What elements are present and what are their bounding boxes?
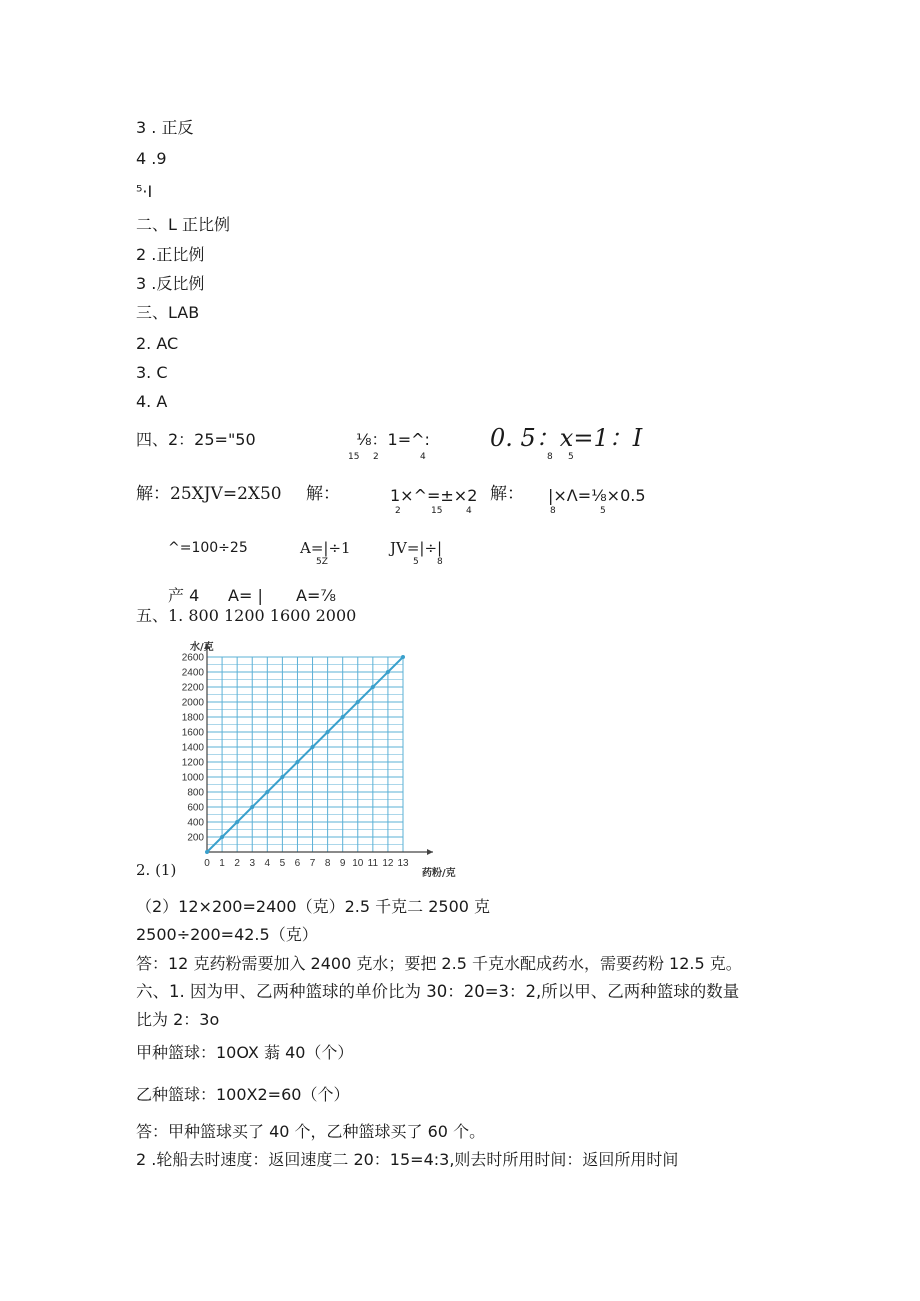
data-point (265, 790, 269, 794)
section-5-line-5: 答：12 克药粉需要加入 2400 克水；要把 2.5 千克水配成药水，需要药粉 12.5 克。 (136, 954, 742, 973)
step2-c-sub-1: 5 (413, 557, 419, 567)
section-6-line-2: 比为 2：3o (136, 1010, 220, 1029)
y-tick-label: 200 (187, 832, 204, 844)
x-axis-label: 药粉/克 (422, 868, 456, 879)
data-point (401, 655, 405, 659)
section-6-line-1: 六、1. 因为甲、乙两种篮球的单价比为 30：20=3：2,所以甲、乙两种篮球的数量 (136, 982, 740, 1001)
solution-b: 1×^=±×2 (390, 486, 478, 505)
step2-c: JV=|÷| (390, 539, 443, 557)
x-tick-label: 10 (352, 858, 364, 869)
solution-c-sub-1: 8 (550, 506, 556, 516)
solution-c: |×Λ=⅛×0.5 (548, 486, 646, 505)
water-powder-chart (172, 636, 472, 884)
y-tick-label: 400 (187, 817, 204, 829)
y-tick-label: 1800 (181, 712, 204, 724)
section-5-line-1: 五、1. 800 1200 1600 2000 (136, 606, 357, 625)
data-point (341, 715, 345, 719)
data-point (220, 835, 224, 839)
step2-b: A=|÷1 (300, 539, 351, 557)
section-2-line-2: 2 .正比例 (136, 245, 205, 264)
x-tick-label: 8 (324, 858, 331, 869)
y-tick-label: 1200 (181, 757, 204, 769)
y-axis-label: 水/克 (190, 642, 214, 653)
eq-b-sub-2: 2 (373, 452, 379, 462)
section-5-line-3: （2）12×200=2400（克）2.5 千克二 2500 克 (136, 897, 491, 916)
eq-c: 0. 5：x=1：I (490, 424, 643, 452)
solution-b-label: 解： (306, 484, 340, 504)
answer-line-5: ⁵·I (136, 182, 153, 201)
eq-b-sub-1: 15 (348, 452, 360, 462)
section-5-line-2: 2. (1) (136, 861, 177, 879)
step3-a: 产 4 (168, 586, 200, 605)
section-6-line-3: 甲种篮球：10OX 蓊 40（个） (136, 1043, 354, 1062)
section-6-line-4: 乙种篮球：100X2=60（个） (136, 1085, 350, 1104)
data-point (326, 730, 330, 734)
eq-a: 四、2：25="50 (136, 430, 256, 449)
solution-c-sub-2: 5 (600, 506, 606, 516)
data-point (386, 670, 390, 674)
answer-line-4: 4 .9 (136, 149, 167, 168)
data-point (250, 805, 254, 809)
section-3-line-2: 2. AC (136, 334, 179, 353)
section-5-line-4: 2500÷200=42.5（克） (136, 925, 318, 944)
solution-c-label: 解： (490, 484, 524, 504)
x-tick-label: 5 (279, 858, 286, 869)
x-tick-label: 1 (219, 858, 225, 869)
data-point (371, 685, 375, 689)
solution-a: 解：25XJV=2X50 (136, 484, 282, 504)
x-axis-arrow (427, 849, 433, 855)
solution-b-sub-2: 15 (431, 506, 443, 516)
x-tick-label: 11 (367, 858, 379, 869)
x-tick-label: 7 (309, 858, 316, 869)
section-6-line-5: 答：甲种篮球买了 40 个，乙种篮球买了 60 个。 (136, 1122, 486, 1141)
y-tick-label: 1000 (181, 772, 204, 784)
x-tick-label: 2 (234, 858, 240, 869)
section-3-line-4: 4. A (136, 392, 168, 411)
section-2-line-3: 3 .反比例 (136, 274, 205, 293)
step3-c: A=⅞ (296, 586, 336, 605)
x-tick-label: 4 (264, 858, 271, 869)
data-point (280, 775, 284, 779)
x-tick-label: 13 (397, 858, 409, 869)
x-tick-label: 3 (249, 858, 256, 869)
section-6-line-6: 2 .轮船去时速度：返回速度二 20：15=4:3,则去时所用时间：返回所用时间 (136, 1150, 679, 1169)
eq-c-sub-2: 5 (568, 452, 574, 462)
x-tick-label: 6 (294, 858, 301, 869)
eq-b: ⅛：1=^: (356, 430, 430, 449)
data-point (311, 745, 315, 749)
step2-b-sub: 5Z (316, 557, 328, 567)
y-tick-label: 2200 (181, 682, 204, 694)
solution-b-sub-3: 4 (466, 506, 472, 516)
step2-a: ^=100÷25 (168, 540, 248, 556)
solution-b-sub-1: 2 (395, 506, 401, 516)
x-tick-label: 0 (204, 858, 210, 869)
section-3-line-1: 三、LAB (136, 303, 200, 322)
section-3-line-3: 3. C (136, 363, 168, 382)
y-tick-label: 600 (187, 802, 204, 814)
y-tick-label: 2400 (181, 667, 204, 679)
y-tick-label: 2600 (181, 652, 204, 664)
x-tick-label: 9 (339, 858, 346, 869)
data-point (235, 820, 239, 824)
data-point (205, 850, 209, 854)
data-point (295, 760, 299, 764)
y-tick-label: 1400 (181, 742, 204, 754)
eq-b-sub-3: 4 (420, 452, 426, 462)
y-tick-label: 2000 (181, 697, 204, 709)
section-2-line-1: 二、L 正比例 (136, 215, 231, 234)
data-point (356, 700, 360, 704)
eq-c-sub-1: 8 (547, 452, 553, 462)
step2-c-sub-2: 8 (437, 557, 443, 567)
answer-line-3: 3 . 正反 (136, 118, 194, 137)
x-tick-label: 12 (382, 858, 394, 869)
y-tick-label: 1600 (181, 727, 204, 739)
step3-b: A= | (228, 586, 263, 605)
y-tick-label: 800 (187, 787, 204, 799)
